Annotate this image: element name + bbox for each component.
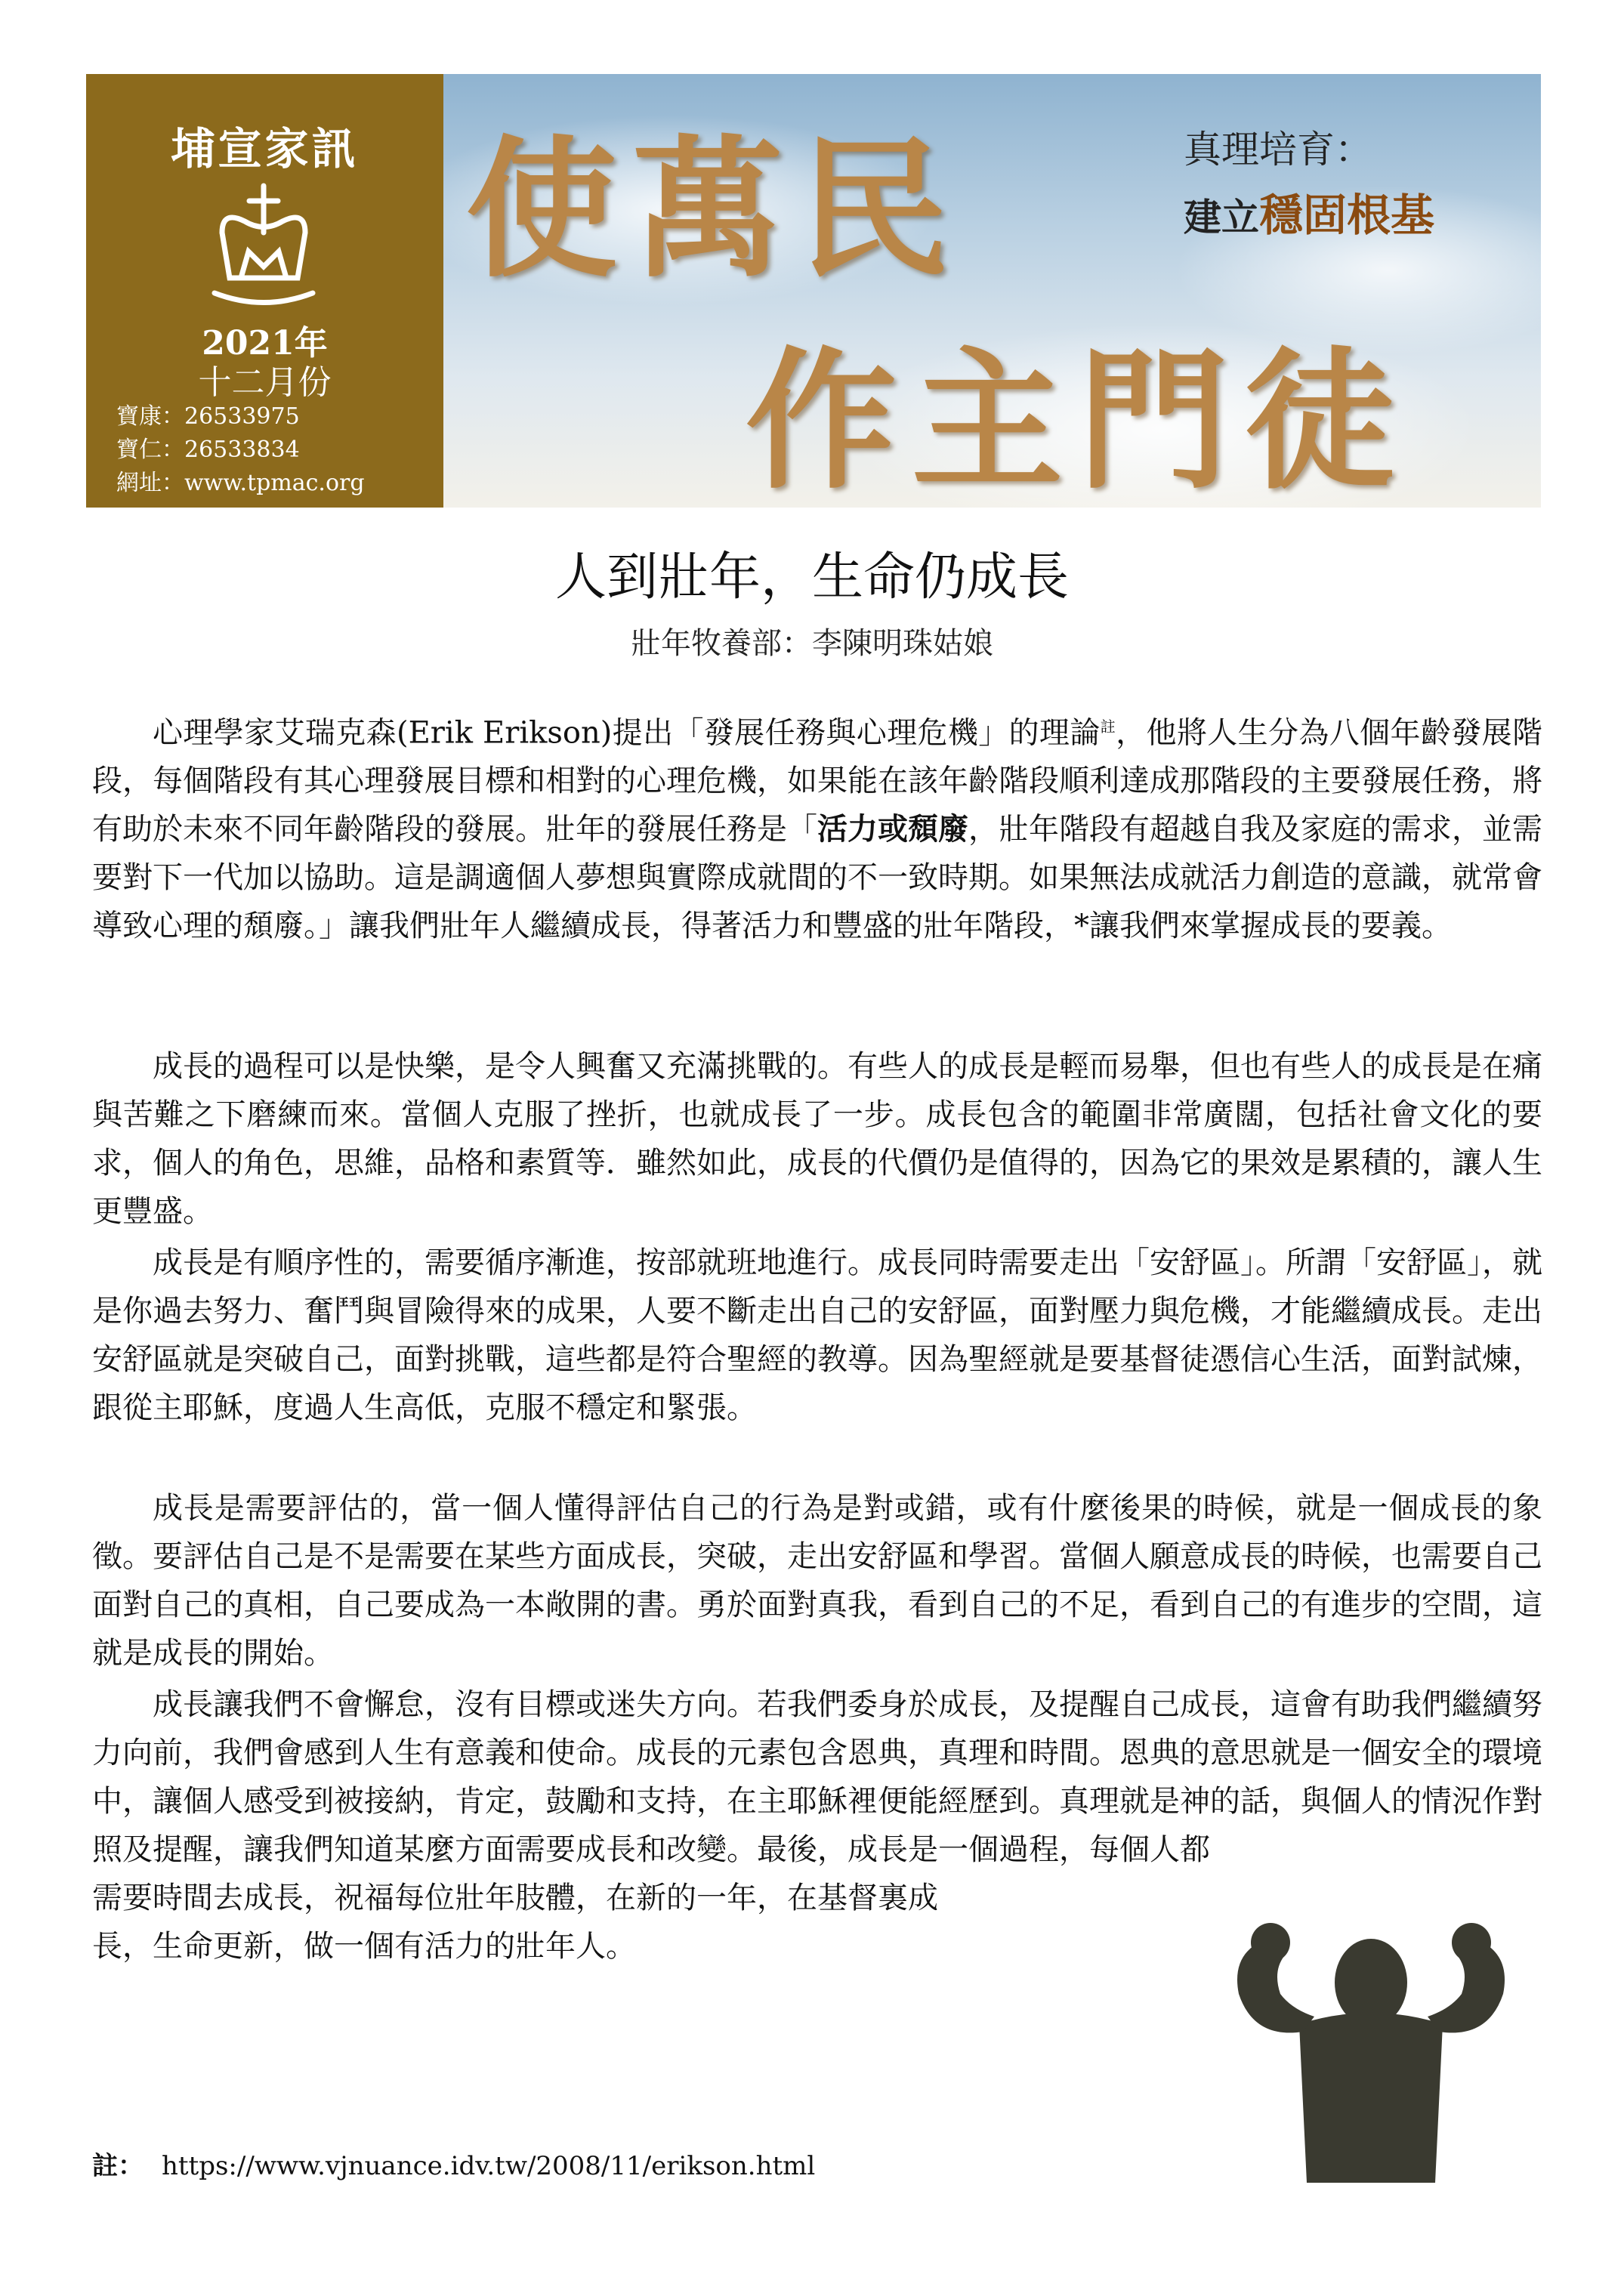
slogan-line-2: 作主門徒 — [746, 332, 1411, 508]
paragraph-1-text-a: 心理學家艾瑞克森(Erik Erikson)提出「發展任務與心理危機」的理論 — [153, 715, 1101, 751]
paragraph-5-text-a: 成長讓我們不會懈怠，沒有目標或迷失方向。若我們委身於成長，及提醒自己成長，這會有助我們繼續努力向前，我們會感到人生有意義和使命。成長的元素包含恩典，真理和時間。恩典的意思就是一個安全的環境中，讓個人感受到被接納，肯定，鼓勵和支持，在主耶穌裡便能經歷到。真理就是神的話，與個人的情況作對照及提醒，讓我們知 — [92, 1687, 1542, 1867]
paragraph-1-text-b: ，他將人生分為八個年齡發展階段，每個階段有其心理發展目標和相對的心理危機，如果能在該年齡階段順利達成那階段的主要發展任務，將有助於未來不同年齡階段的發展。壯年的發展任務是「 — [92, 715, 1542, 847]
paragraph-5-text-d: 長，生命更新，做一個有活力的壯年人。 — [92, 1929, 636, 1964]
paragraph-4: 成長是需要評估的，當一個人懂得評估自己的行為是對或錯，或有什麼後果的時候，就是一個成長的象徵。要評估自己是不是需要在某些方面成長，突破，走出安舒區和學習。當個人願意成長的時候，也需要自己面對自己的真相，自己要成為一本敞開的書。勇於面對真我，看到自己的不足，看到自己的有進步的空間，這就是成長的開始。 — [92, 1491, 1542, 1671]
sky-banner-image — [443, 74, 1541, 508]
paragraph-3: 成長是有順序性的，需要循序漸進，按部就班地進行。成長同時需要走出「安舒區」。所謂「安舒區」，就是你過去努力、奮鬥與冒險得來的成果，人要不斷走出自己的安舒區，面對壓力與危機，才能繼續成長。走出安舒區就是突破自己，面對挑戰，這些都是符合聖經的教導。因為聖經就是要基督徒憑信心生活，面對試煉，跟從主耶穌，度過人生高低，克服不穩定和緊張。 — [92, 1245, 1542, 1425]
footnote-url: https://www.vjnuance.idv.tw/2008/11/erikson.html — [162, 2151, 816, 2181]
publication-name: 埔宣家訊 — [171, 123, 359, 174]
masthead-box — [86, 74, 443, 508]
theme-label: 真理培育： — [1184, 128, 1372, 171]
theme-prefix: 建立 — [1184, 195, 1259, 239]
contact-phone-1: 寶康：26533975 — [116, 403, 300, 430]
paragraph-2: 成長的過程可以是快樂，是令人興奮又充滿挑戰的。有些人的成長是輕而易舉，但也有些人的成長是在痛與苦難之下磨練而來。當個人克服了挫折，也就成長了一步。成長包含的範圍非常廣闊，包括社會文化的要求，個人的角色，思維，品格和素質等．雖然如此，成長的代價仍是值得的，因為它的果效是累積的，讓人生更豐盛。 — [92, 1049, 1542, 1229]
website-line: 網址：www.tpmac.org — [116, 470, 365, 496]
footnote — [92, 2145, 815, 2182]
contact-info — [116, 400, 365, 500]
slogan-line-1: 使萬民 — [466, 121, 965, 298]
issue-month: 十二月份 — [198, 363, 332, 402]
header-banner — [86, 74, 1541, 508]
paragraph-1 — [92, 702, 1542, 950]
contact-phone-2: 寶仁：26533834 — [116, 437, 300, 463]
theme-title — [1184, 180, 1434, 243]
paragraph-1-text-c: ，壯年階段有超越自我及家庭的需求，並需要對下一代加以協助。這是調適個人夢想與實際成就間的不一致時期。如果無法成就活力創造的意識，就常會導致心理的頹廢。」讓我們壯年人繼續成長，得著活力和豐盛的壯年階段，*讓我們來掌握成長的要義。 — [92, 812, 1542, 944]
paragraph-5-text-c: 需要時間去成長，祝福每位壯年肢體，在新的一年，在基督裏成 — [92, 1881, 938, 1915]
footnote-label: 註： — [92, 2151, 144, 2181]
theme-emphasis: 穩固根基 — [1259, 190, 1435, 241]
article-title: 人到壯年，生命仍成長 — [554, 548, 1069, 607]
church-logo-icon — [199, 180, 328, 308]
article-byline: 壯年牧養部：李陳明珠姑娘 — [631, 626, 993, 661]
paragraph-5-text-b: 道某麼方面需要成長和改變。最後，成長是一個過程，每個人都 — [364, 1832, 1210, 1867]
strongman-silhouette-icon — [1209, 1911, 1533, 2183]
issue-year: 2021年 — [202, 324, 328, 363]
paragraph-1-emphasis: 活力或頹廢 — [817, 811, 968, 847]
footnote-marker: 註 — [1100, 718, 1116, 736]
